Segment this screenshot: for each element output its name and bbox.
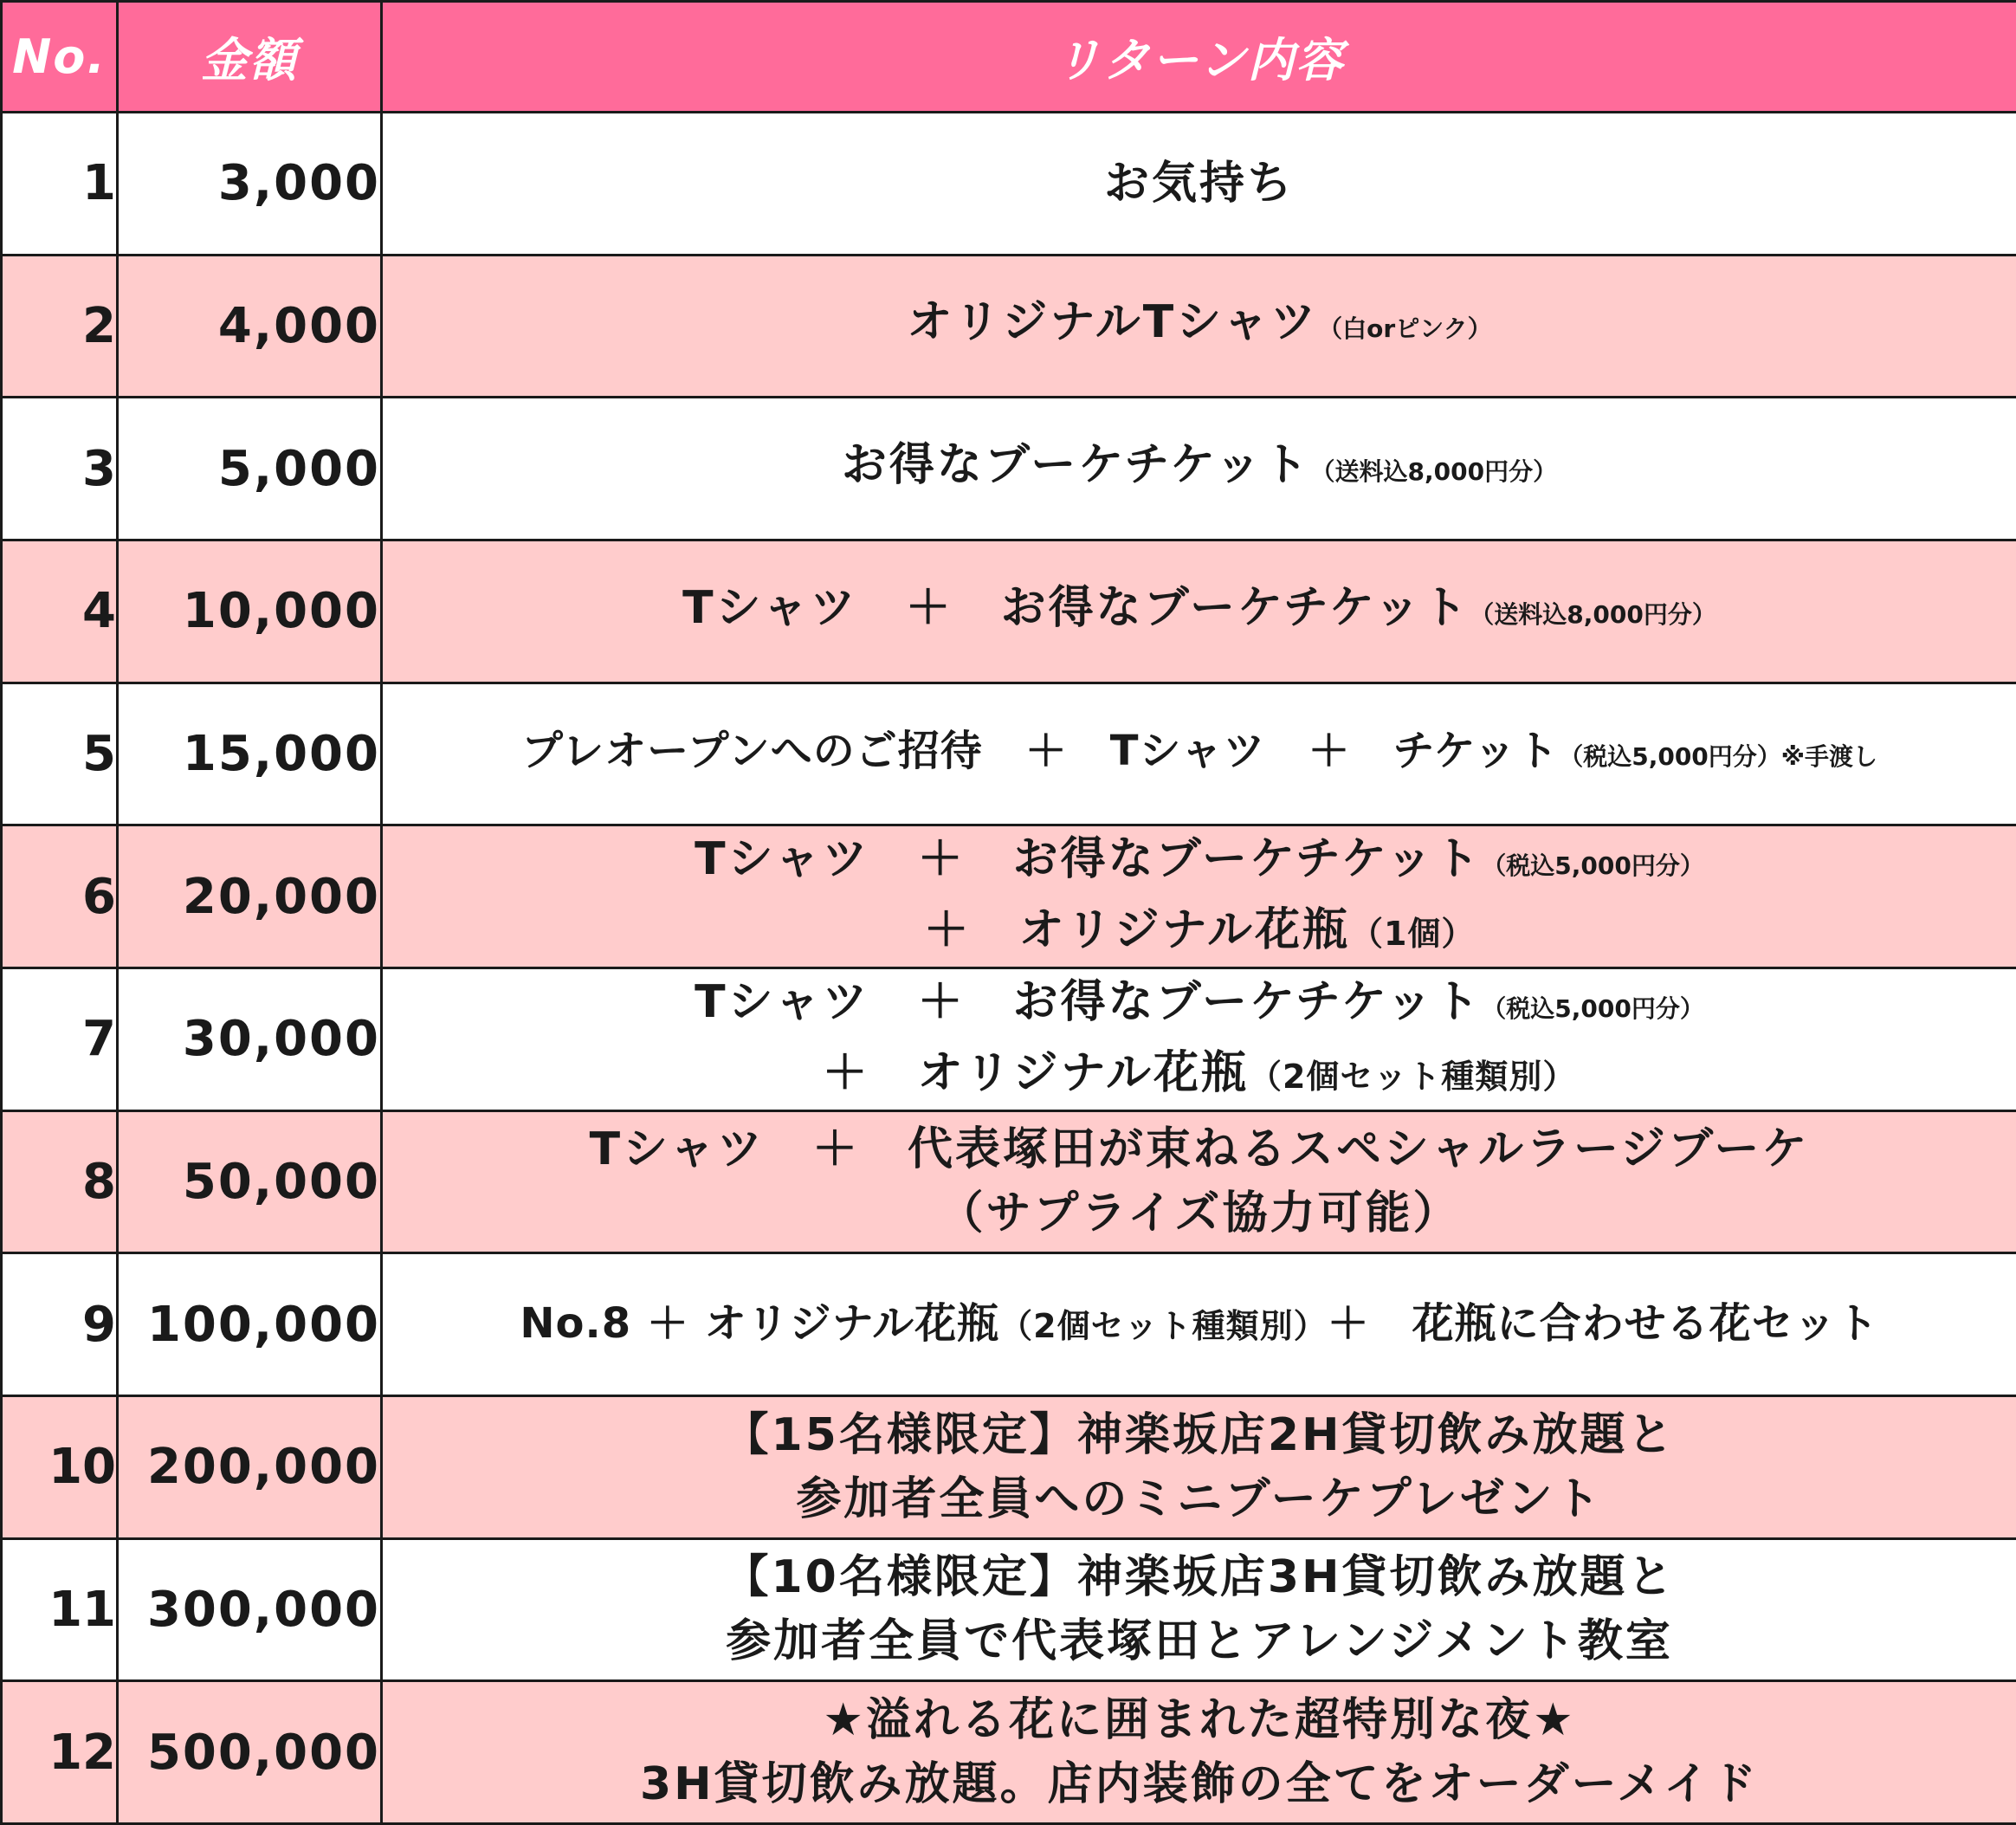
- table-row: [2, 1395, 2016, 1538]
- row-content-text-2: 3H貸切飲み放題。店内装飾の全てをオーダーメイド: [639, 1758, 1760, 1811]
- table-row: [2, 968, 2016, 1110]
- row-content-note: （税込5,000円分）※手渡し: [1559, 741, 1878, 771]
- row-content: [382, 540, 2016, 683]
- row-content-note-2: （2個セット種類別）: [1248, 1057, 1577, 1096]
- row-no: 6: [2, 825, 118, 968]
- table-row: [2, 825, 2016, 968]
- row-content-text-2: （サプライズ協力可能）: [938, 1188, 1461, 1240]
- row-content-note: （送料込8,000円分）: [1310, 457, 1558, 487]
- row-content: [382, 113, 2016, 256]
- row-content-text: ★溢れる花に囲まれた超特別な夜★: [823, 1694, 1576, 1747]
- header-amount: 金額: [118, 2, 382, 113]
- row-content: [382, 398, 2016, 540]
- row-amount: 200,000: [118, 1395, 382, 1538]
- row-content-note: （2個セット種類別）: [999, 1306, 1328, 1345]
- row-content-text: Tシャツ ＋ お得なブーケチケット: [695, 833, 1483, 886]
- row-no: 1: [2, 113, 118, 256]
- table-row: [2, 1538, 2016, 1681]
- row-no: 3: [2, 398, 118, 540]
- row-content-text-b: ＋ 花瓶に合わせる花セット: [1327, 1298, 1879, 1348]
- row-no: 7: [2, 968, 118, 1110]
- row-amount: 5,000: [118, 398, 382, 540]
- row-content-text: オリジナルTシャツ: [907, 296, 1319, 349]
- row-amount: 50,000: [118, 1110, 382, 1253]
- table-row: [2, 683, 2016, 825]
- table-row: [2, 1253, 2016, 1396]
- row-no: 9: [2, 1253, 118, 1396]
- row-content-text: お気持ち: [1103, 157, 1295, 210]
- row-content-note: （税込5,000円分）: [1482, 993, 1704, 1023]
- row-content-note-2: （1個）: [1349, 915, 1476, 954]
- row-content: [382, 1681, 2016, 1824]
- row-content-note: （送料込8,000円分）: [1470, 599, 1716, 629]
- table-row: [2, 1681, 2016, 1824]
- row-content: [382, 255, 2016, 398]
- row-content: [382, 1110, 2016, 1253]
- table-header-row: [2, 2, 2016, 113]
- row-no: 11: [2, 1538, 118, 1681]
- row-amount: 15,000: [118, 683, 382, 825]
- row-content: [382, 825, 2016, 968]
- row-content-text: 【15名様限定】神楽坂店2H貸切飲み放題と: [723, 1408, 1676, 1461]
- row-no: 4: [2, 540, 118, 683]
- row-amount: 3,000: [118, 113, 382, 256]
- row-amount: 300,000: [118, 1538, 382, 1681]
- row-content: [382, 1395, 2016, 1538]
- row-no: 10: [2, 1395, 118, 1538]
- row-content-text: Tシャツ ＋ 代表塚田が束ねるスペシャルラージブーケ: [589, 1123, 1810, 1176]
- table-row: [2, 1110, 2016, 1253]
- row-no: 5: [2, 683, 118, 825]
- row-content-text: No.8 ＋ オリジナル花瓶: [520, 1298, 1000, 1348]
- row-content-text: 【10名様限定】神楽坂店3H貸切飲み放題と: [723, 1551, 1676, 1604]
- row-amount: 4,000: [118, 255, 382, 398]
- header-content: リターン内容: [382, 2, 2016, 113]
- row-content-text-2: ＋ オリジナル花瓶: [822, 1046, 1249, 1099]
- row-amount: 500,000: [118, 1681, 382, 1824]
- row-amount: 20,000: [118, 825, 382, 968]
- row-content-text-2: ＋ オリジナル花瓶: [923, 904, 1350, 957]
- table-row: [2, 255, 2016, 398]
- row-amount: 100,000: [118, 1253, 382, 1396]
- row-content-text-2: 参加者全員で代表塚田とアレンジメント教室: [726, 1615, 1673, 1668]
- row-content-note: （白orピンク）: [1318, 314, 1492, 344]
- row-content: [382, 1538, 2016, 1681]
- row-content-text: Tシャツ ＋ お得なブーケチケット: [695, 975, 1483, 1028]
- row-content-text: プレオープンへのご招待 ＋ Tシャツ ＋ チケット: [520, 726, 1560, 775]
- row-content: [382, 683, 2016, 825]
- row-amount: 30,000: [118, 968, 382, 1110]
- table-row: [2, 398, 2016, 540]
- row-no: 8: [2, 1110, 118, 1253]
- header-no: No.: [2, 2, 118, 113]
- row-amount: 10,000: [118, 540, 382, 683]
- row-content-text-2: 参加者全員へのミニブーケプレゼント: [796, 1472, 1603, 1525]
- row-no: 2: [2, 255, 118, 398]
- row-content: [382, 968, 2016, 1110]
- table-row: [2, 540, 2016, 683]
- row-content-note: （税込5,000円分）: [1482, 851, 1704, 881]
- row-no: 12: [2, 1681, 118, 1824]
- row-content-text: Tシャツ ＋ お得なブーケチケット: [682, 581, 1470, 634]
- table-row: [2, 113, 2016, 256]
- row-content-text: お得なブーケチケット: [841, 439, 1311, 492]
- row-content: [382, 1253, 2016, 1396]
